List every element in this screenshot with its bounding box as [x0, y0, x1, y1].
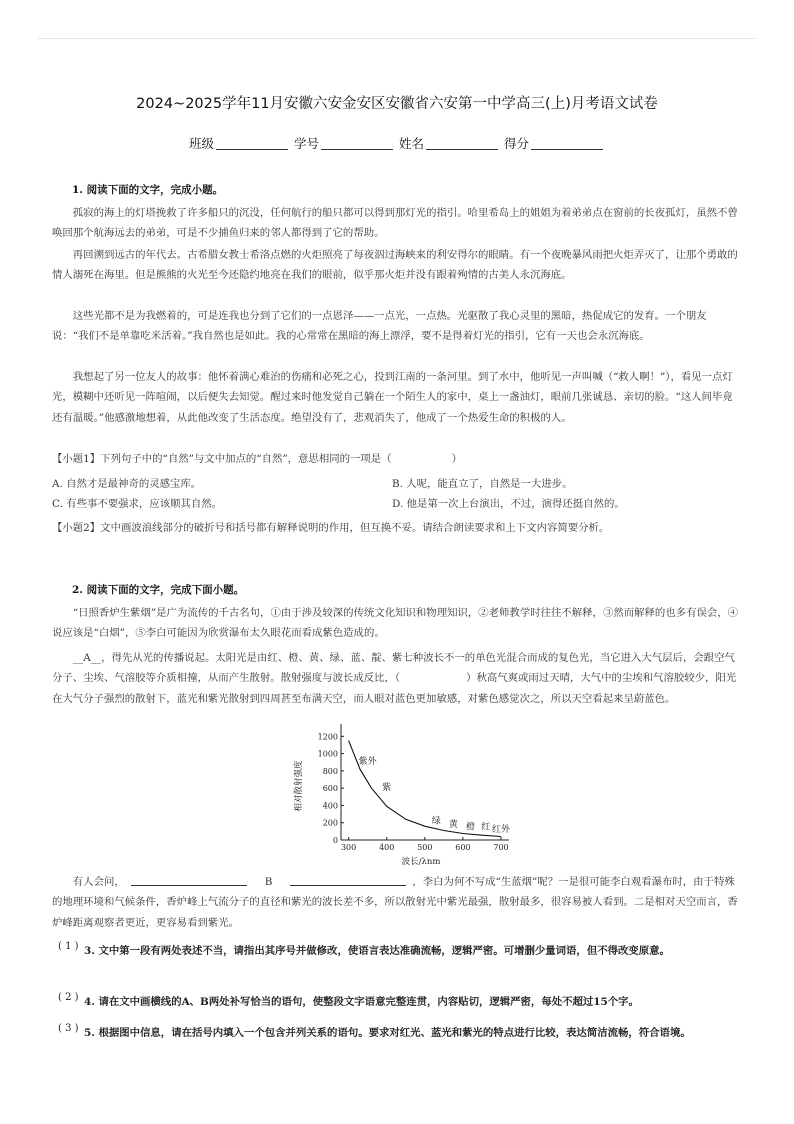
y-tick-label: 0 — [332, 836, 338, 845]
sub-text: 5. 根据图中信息，请在括号内填入一个包含并列关系的语句。要求对红光、蓝光和紫光的特点进行比较，表达简洁流畅，符合语境。 — [84, 1027, 691, 1039]
q1-options — [52, 474, 742, 514]
q1-sub1-close: ） — [451, 453, 462, 465]
q2-paragraph-2-a: __A__，得先从光的传播说起。太阳光是由红、橙、黄、绿、蓝、靛、紫七种波长不一的单色光混合而成的复色光，当它进入大气层后，会跟空气分子、尘埃、气溶胶等介质相撞，从而产生散射。散射强度与波长成反比，（ — [52, 652, 735, 685]
q1-sub2: 【小题2】文中画波浪线部分的破折号和括号都有解释说明的作用，但互换不妥。请结合朗读要求和上下文内容简要分析。 — [52, 522, 610, 534]
scattering-chart — [285, 722, 515, 870]
option-a[interactable]: A. 自然才是最神奇的灵感宝库。 — [52, 478, 202, 490]
x-tick-label: 700 — [493, 843, 509, 852]
y-tick-label: 400 — [322, 801, 338, 811]
y-tick-label: 200 — [322, 818, 338, 828]
class-label: 班级 — [188, 136, 214, 151]
sub-text: 3. 文中第一段有两处表述不当，请指出其序号并做修改，使语言表达准确流畅，逻辑严密。可增删少量词语，但不得改变原意。 — [84, 945, 670, 957]
q1-heading: 1. 阅读下面的文字，完成小题。 — [72, 184, 224, 196]
x-tick-label: 600 — [455, 843, 471, 852]
curve-annotation: 紫 — [382, 782, 392, 793]
option-d[interactable]: D. 他是第一次上台演出，不过，演得还挺自然的。 — [392, 498, 625, 510]
curve-annotation: 红外 — [491, 825, 511, 836]
q1-paragraph: 再回溯到远古的年代去。古希腊女教士希洛点燃的火炬照亮了每夜泅过海峡来的利安得尔的眼睛。有一个夜晚暴风雨把火炬弄灭了，让那个勇敢的情人溺死在海里。但是熊熊的火光至今还隐约地亮在我们的眼前，似乎那火炬并没有跟着殉情的古美人永沉海底。 — [52, 249, 738, 282]
sub-number: ( 3 ) — [58, 1023, 79, 1034]
x-tick-label: 300 — [340, 843, 357, 852]
q1-paragraph: 这些光都不是为我燃着的，可是连我也分到了它们的一点恩泽——一点光，一点热。光驱散了我心灵里的黑暗，热促成它的发育。一个朋友说：“我们不是单靠吃米活着。”我自然也是如此。我的心常常在黑暗的海上漂浮，要不是得着灯光的指引，它有一天也会永沉海底。 — [52, 310, 707, 343]
curve-annotation: 紫外 — [358, 756, 377, 767]
blank-a[interactable] — [131, 874, 247, 886]
curve-annotation: 绿 — [431, 816, 441, 827]
y-tick-label: 1000 — [317, 749, 338, 759]
q2-paragraph-2 — [52, 648, 742, 709]
option-c[interactable]: C. 有些事不要强求，应该顺其自然。 — [52, 498, 223, 510]
curve-annotation: 橙 — [466, 822, 476, 833]
curve-annotation: 黄 — [448, 820, 458, 831]
y-axis-label: 相对散射强度 — [294, 760, 304, 812]
curve-annotation: 红 — [481, 822, 491, 833]
sub-number: ( 1 ) — [58, 941, 79, 952]
top-divider — [38, 38, 756, 39]
name-label: 姓名 — [398, 136, 424, 151]
id-label: 学号 — [293, 136, 319, 151]
q2-paragraph-1: “日照香炉生紫烟”是广为流传的千古名句，①由于涉及较深的传统文化知识和物理知识，②老师教学时往往不解释，③然而解释的也多有误会，④说应该是“白烟”，⑤李白可能因为欣赏瀑布太久眼花而看成紫色造成的。 — [52, 607, 739, 640]
blank-b-label: B — [264, 876, 273, 888]
student-info — [0, 134, 794, 152]
y-tick-label: 600 — [322, 784, 338, 794]
x-tick-label: 500 — [417, 843, 433, 852]
q1-sub1 — [52, 449, 742, 469]
sub-number: ( 2 ) — [58, 992, 79, 1003]
q1-sub1-stem: 【小题1】下列句子中的“自然”与文中加点的“自然”，意思相同的一项是（ — [52, 453, 392, 465]
scattering-curve — [349, 741, 501, 837]
score-field[interactable] — [531, 137, 603, 150]
q2-paragraph-3 — [52, 872, 742, 933]
id-field[interactable] — [321, 137, 393, 150]
option-b[interactable]: B. 人呢，能直立了，自然是一大进步。 — [392, 478, 573, 490]
q2-paragraph-2-b: ）秋高气爽或雨过天晴，大气中的尘埃和气溶胶较少，阳光在大气分子强烈的散射下，蓝光和紫光散射到四周甚至布满天空，而人眼对蓝色更加敏感，对紫色感觉次之，所以天空看起来呈蔚蓝色。 — [52, 672, 737, 705]
x-tick-label: 400 — [379, 843, 395, 852]
sub-text: 4. 请在文中画横线的A、B两处补写恰当的语句，使整段文字语意完整连贯，内容贴切，逻辑严密，每处不超过15个字。 — [84, 996, 639, 1008]
name-field[interactable] — [426, 137, 498, 150]
blank-b[interactable] — [290, 874, 406, 886]
q2-paragraph-3-a: 有人会问， — [72, 876, 125, 888]
q1-paragraph: 我想起了另一位友人的故事：他怀着满心难治的伤痛和必死之心，投到江南的一条河里。到了水中，他听见一声叫喊（“救人啊！”），看见一点灯光，模糊中还听见一阵喧闹，以后便失去知觉。醒过来时他发觉自己躺在一个陌生人的家中，桌上一盏油灯，眼前几张诚恳、亲切的脸。“这人间毕竟还有温暖。”他感激地想着，从此他改变了生活态度。绝望没有了，悲观消失了，他成了一个热爱生命的积极的人。 — [52, 371, 733, 424]
score-label: 得分 — [503, 136, 529, 151]
q2-heading: 2. 阅读下面的文字，完成下面小题。 — [72, 584, 245, 596]
class-field[interactable] — [216, 137, 288, 150]
q2-paragraph-3-c: ，李白为何不写成“生蓝烟”呢？一是很可能李白观看瀑布时，由于特殊的地理环境和气候条件，香炉峰上气流分子的直径和紫光的波长差不多，所以散射光中紫光最强，散射最多，很容易被人看到。二是相对天空而言，香炉峰距离观察者更近，更容易看到紫光。 — [52, 876, 738, 929]
y-tick-label: 800 — [322, 766, 338, 776]
page-title: 2024~2025学年11月安徽六安金安区安徽省六安第一中学高三(上)月考语文试卷 — [136, 96, 658, 112]
y-tick-label: 1200 — [317, 732, 338, 742]
x-axis-label: 波长/λnm — [401, 857, 441, 867]
q1-paragraph: 孤寂的海上的灯塔挽救了许多船只的沉没，任何航行的船只都可以得到那灯光的指引。哈里希岛上的姐姐为着弟弟点在窗前的长夜孤灯，虽然不曾唤回那个航海远去的弟弟，可是不少捕鱼归来的邻人都得到了它的帮助。 — [52, 207, 738, 240]
